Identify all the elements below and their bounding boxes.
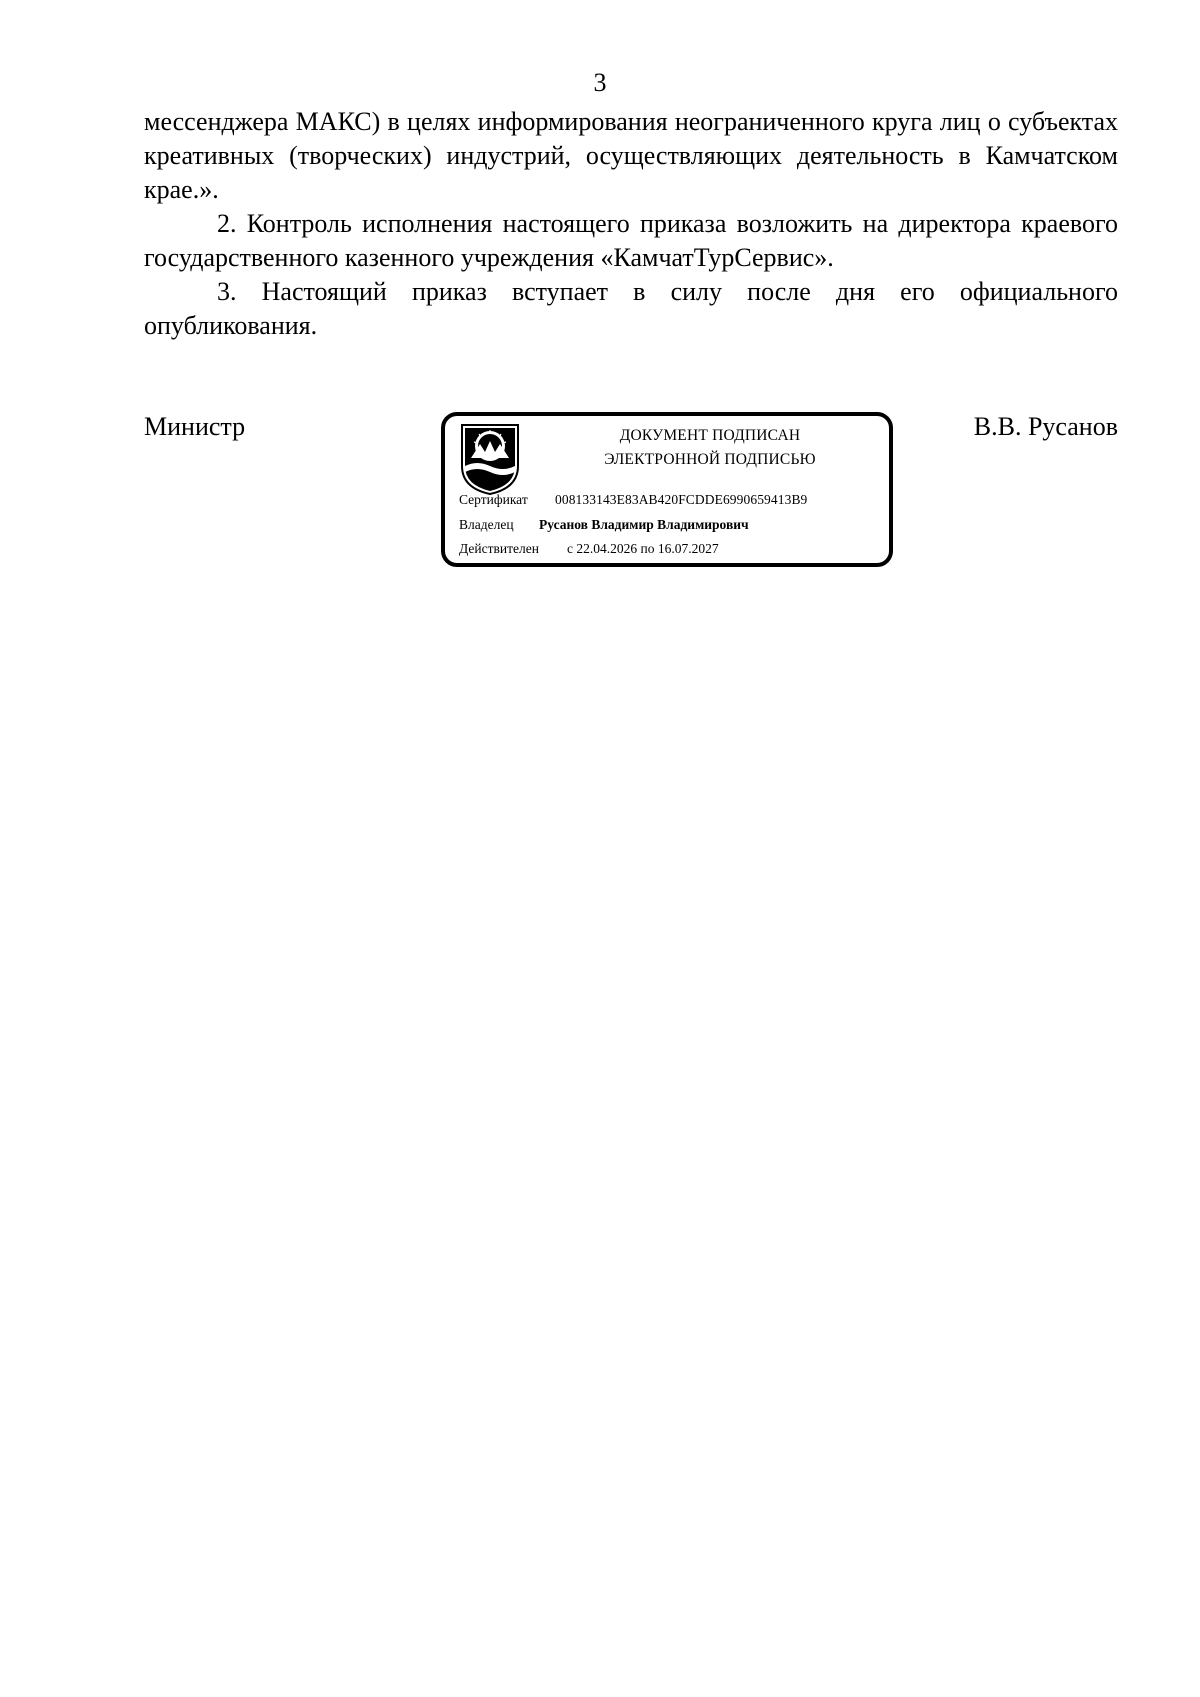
- signer-name: В.В. Русанов: [973, 412, 1118, 441]
- paragraph-control: 2. Контроль исполнения настоящего приказа возложить на директора краевого государственного казенного учреждения «КамчатТурСервис».: [144, 209, 1118, 272]
- owner-label: Владелец: [459, 517, 514, 532]
- paragraph-effective: 3. Настоящий приказ вступает в силу после дня его официального опубликования.: [144, 277, 1118, 340]
- signer-position: Министр: [144, 412, 246, 441]
- paragraph-continuation: мессенджера МАКС) в целях информирования неограниченного круга лиц о субъектах креативных (творческих) индустрий, осуществляющих деятельность в Камчатском крае.».: [144, 107, 1118, 204]
- owner-value: Русанов Владимир Владимирович: [539, 517, 749, 532]
- stamp-title: [525, 424, 895, 472]
- certificate-value: 008133143E83AB420FCDDE6990659413B9: [555, 492, 808, 507]
- certificate-row: [459, 492, 808, 508]
- stamp-title-line-1: ДОКУМЕНТ ПОДПИСАН: [619, 427, 801, 444]
- stamp-title-line-2: ЭЛЕКТРОННОЙ ПОДПИСЬЮ: [604, 451, 816, 468]
- validity-value: с 22.04.2026 по 16.07.2027: [567, 541, 719, 556]
- owner-row: [459, 517, 749, 533]
- validity-row: [459, 541, 719, 557]
- document-body: [144, 105, 1118, 343]
- validity-label: Действителен: [459, 541, 539, 556]
- signature-block: [144, 412, 1118, 572]
- certificate-label: Сертификат: [459, 492, 528, 507]
- kamchatka-coat-of-arms-icon: [459, 422, 521, 496]
- electronic-signature-stamp: [441, 412, 893, 567]
- page-number: 3: [593, 68, 607, 97]
